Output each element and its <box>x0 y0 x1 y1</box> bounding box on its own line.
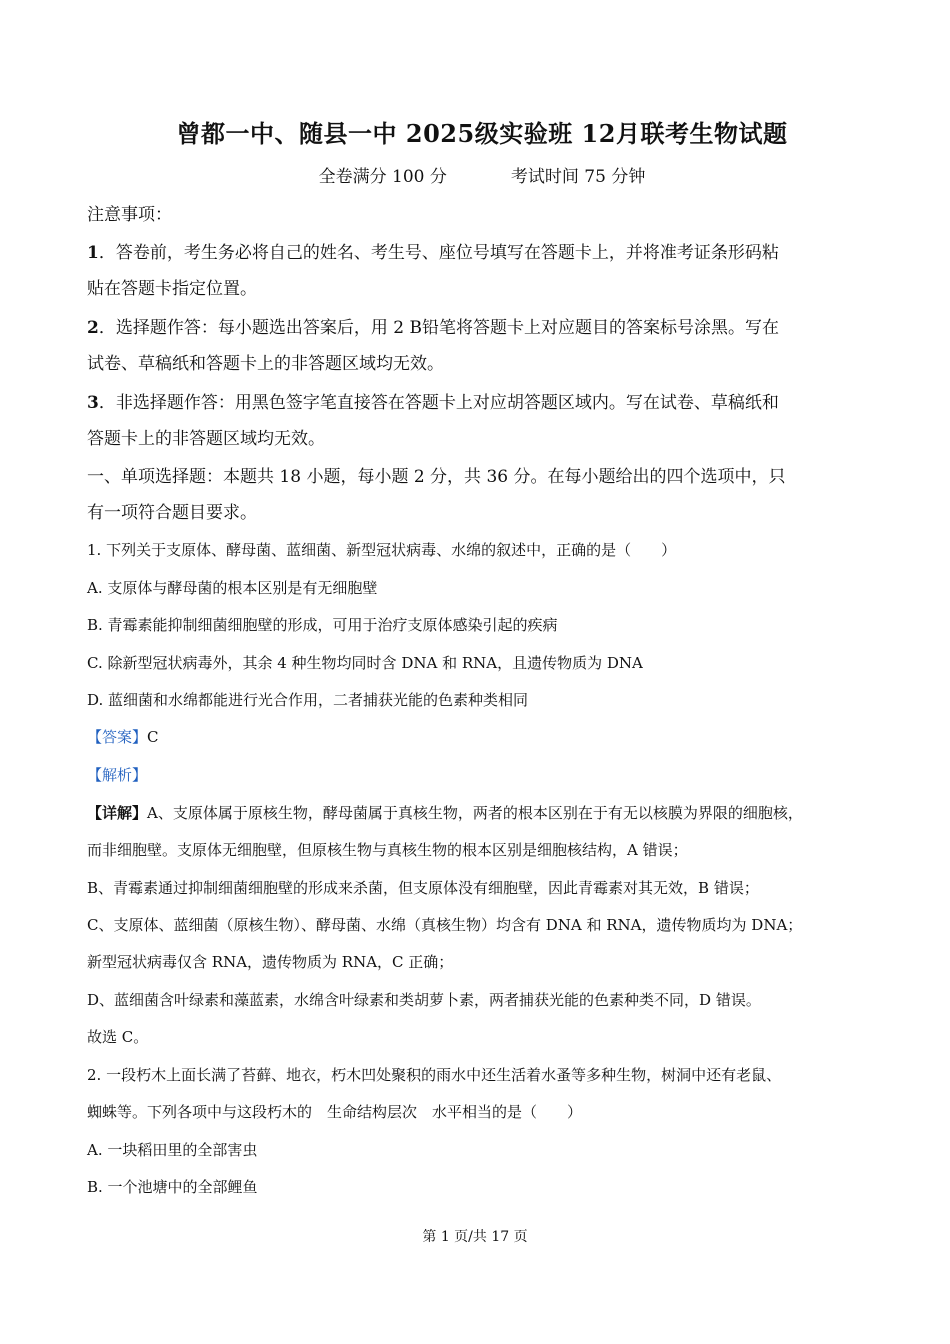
detail-line-2: 而非细胞壁。支原体无细胞壁，但原核生物与真核生物的根本区别是细胞核结构，A 错误； <box>87 841 688 859</box>
answer-tag: 【答案】 <box>87 728 148 746</box>
question-2-option-b: B. 一个池塘中的全部鲤鱼 <box>87 1178 258 1196</box>
question-2-stem-cont: 蜘蛛等。下列各项中与这段朽木的 生命结构层次 水平相当的是（ ） <box>87 1103 583 1121</box>
answer-line <box>87 726 877 747</box>
question-1-option-c: C. 除新型冠状病毒外，其余 4 种生物均同时含 DNA 和 RNA，且遗传物质为 DNA <box>87 654 643 672</box>
detail-line-5: 新型冠状病毒仅含 RNA，遗传物质为 RNA，C 正确； <box>87 953 454 971</box>
notice-item-1 <box>87 238 877 263</box>
detail-line-6: D、蓝细菌含叶绿素和藻蓝素，水绵含叶绿素和类胡萝卜素，两者捕获光能的色素种类不同，D 错误。 <box>87 991 761 1009</box>
page-number: 第 1 页/共 17 页 <box>422 1229 528 1245</box>
question-1-stem: 1. 下列关于支原体、酵母菌、蓝细菌、新型冠状病毒、水绵的叙述中，正确的是（ ） <box>87 541 677 559</box>
notice-item-1-cont: 贴在答题卡指定位置。 <box>87 279 257 299</box>
detail-line-3: B、青霉素通过抑制细菌细胞壁的形成来杀菌，但支原体没有细胞壁，因此青霉素对其无效，B 错误； <box>87 879 759 897</box>
notice-num: 1 <box>87 243 99 263</box>
detail-line-1 <box>87 802 877 823</box>
question-2-option-a: A. 一块稻田里的全部害虫 <box>87 1141 258 1159</box>
notice-text: ．非选择题作答：用黑色签字笔直接答在答题卡上对应胡答题区域内。写在试卷、草稿纸和 <box>98 393 779 413</box>
question-1-option-b: B. 青霉素能抑制细菌细胞壁的形成，可用于治疗支原体感染引起的疾病 <box>87 616 558 634</box>
exam-time: 考试时间 75 分钟 <box>510 167 646 187</box>
detail-text: A、支原体属于原核生物，酵母菌属于真核生物，两者的根本区别在于有无以核膜为界限的细胞核， <box>147 804 803 822</box>
notice-text: ．答卷前，考生务必将自己的姓名、考生号、座位号填写在答题卡上，并将准考证条形码粘 <box>98 243 779 263</box>
notice-text: ．选择题作答：每小题选出答案后，用 2 B铅笔将答题卡上对应题目的答案标号涂黑。写在 <box>98 318 779 338</box>
question-1-option-d: D. 蓝细菌和水绵都能进行光合作用，二者捕获光能的色素种类相同 <box>87 691 529 709</box>
exam-info <box>87 162 877 187</box>
notice-item-2-cont: 试卷、草稿纸和答题卡上的非答题区域均无效。 <box>87 354 444 374</box>
notice-num: 2 <box>87 318 99 338</box>
notice-item-2 <box>87 313 877 338</box>
section-heading-cont: 有一项符合题目要求。 <box>87 503 257 523</box>
detail-tag: 【详解】 <box>87 804 148 822</box>
notice-num: 3 <box>87 393 99 413</box>
detail-conclusion: 故选 C。 <box>87 1028 149 1046</box>
question-1-option-a: A. 支原体与酵母菌的根本区别是有无细胞壁 <box>87 579 378 597</box>
total-score: 全卷满分 100 分 <box>318 167 447 187</box>
notice-item-3-cont: 答题卡上的非答题区域均无效。 <box>87 429 325 449</box>
exam-title: 曾都一中、随县一中 2025级实验班 12月联考生物试题 <box>176 119 788 148</box>
detail-line-4: C、支原体、蓝细菌（原核生物）、酵母菌、水绵（真核生物）均含有 DNA 和 RNA，遗传物质均为 DNA； <box>87 916 803 934</box>
question-2-stem: 2. 一段朽木上面长满了苔藓、地衣，朽木凹处聚积的雨水中还生活着水蚤等多种生物，树洞中还有老鼠、 <box>87 1066 782 1084</box>
section-heading: 一、单项选择题：本题共 18 小题，每小题 2 分，共 36 分。在每小题给出的四个选项中，只 <box>87 467 786 487</box>
answer-value: C <box>147 728 159 746</box>
notice-heading: 注意事项： <box>87 205 172 225</box>
analysis-tag: 【解析】 <box>87 766 148 784</box>
notice-item-3 <box>87 388 877 413</box>
